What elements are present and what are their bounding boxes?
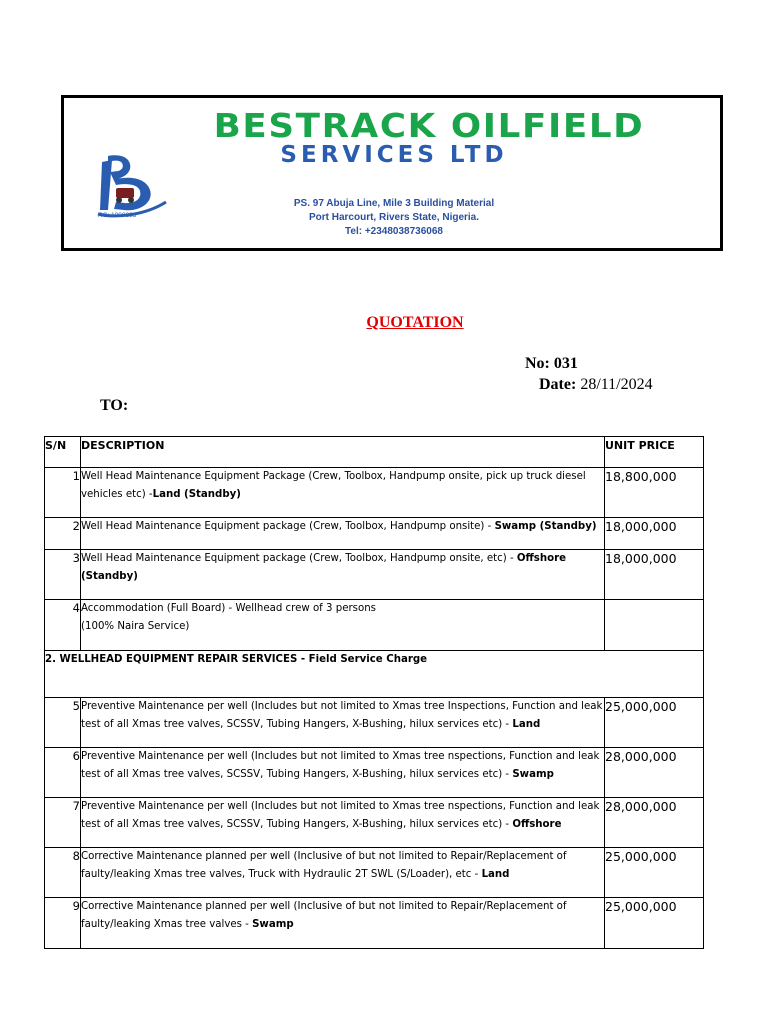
description-line: test of all Xmas tree valves, SCSSV, Tubing Hangers, X-Bushing, hilux services etc) - Offshore [81,818,562,830]
description-line: Preventive Maintenance per well (Includes but not limited to Xmas tree nspections, Function and leak [81,801,600,812]
row-unit-price: 25,000,000 [605,898,704,949]
row-sn: 4 [45,600,81,651]
row-sn: 8 [45,848,81,898]
description-line [81,568,604,586]
location-tag: Land (Standby) [152,488,241,500]
telephone: Tel: +2348038736068 [345,226,443,237]
sn-header: S/N [45,437,81,468]
company-name-suffix: SERVICES LTD [280,142,508,168]
description-line: Corrective Maintenance planned per well (Inclusive of but not limited to Repair/Replacement of [81,851,567,862]
table-row [45,748,704,798]
row-sn: 5 [45,698,81,748]
row-sn: 9 [45,898,81,949]
address-line: PS. 97 Abuja Line, Mile 3 Building Material [293,198,495,209]
description-line: Well Head Maintenance Equipment Package (Crew, Toolbox, Handpump onsite, pick up truck diesel [81,471,586,482]
row-description [81,550,605,600]
description-line: vehicles etc) -Land (Standby) [81,488,241,500]
row-unit-price [605,600,704,651]
section-heading: 2. WELLHEAD EQUIPMENT REPAIR SERVICES - Field Service Charge [45,651,704,698]
row-description [81,698,605,748]
description-line: Preventive Maintenance per well (Includes but not limited to Xmas tree nspections, Function and leak [81,751,600,762]
table-header-row [45,437,704,468]
table-row [45,518,704,550]
description-line: test of all Xmas tree valves, SCSSV, Tubing Hangers, X-Bushing, hilux services etc) - Swamp [81,768,554,780]
table-row [45,468,704,518]
row-description [81,848,605,898]
row-unit-price: 18,000,000 [605,550,704,600]
description-line: faulty/leaking Xmas tree valves - Swamp [81,918,294,930]
row-sn: 3 [45,550,81,600]
description-line: test of all Xmas tree valves, SCSSV, Tubing Hangers, X-Bushing, hilux services etc) - Land [81,718,541,730]
location-tag: Land [512,718,541,730]
row-sn: 7 [45,798,81,848]
table-row [45,600,704,651]
document-title: QUOTATION [366,314,464,331]
table-row [45,798,704,848]
recipient-label: TO: [100,397,129,414]
quotation-number [525,355,578,373]
location-tag: (Standby) [81,570,138,582]
row-unit-price: 28,000,000 [605,748,704,798]
row-unit-price: 25,000,000 [605,848,704,898]
description-line: Well Head Maintenance Equipment package (Crew, Toolbox, Handpump onsite, etc) - Offshore [81,553,567,564]
table-row [45,698,704,748]
location-tag: Land [481,868,510,880]
row-description [81,518,605,550]
rc-number: RC: 1090883 [98,212,137,219]
description-line: Well Head Maintenance Equipment package (Crew, Toolbox, Handpump onsite) - Swamp (Standby) [81,521,597,532]
location-tag: Offshore [516,553,567,564]
row-description [81,798,605,848]
row-description [81,468,605,518]
row-description [81,600,605,651]
location-tag: Swamp (Standby) [494,521,597,532]
table-row [45,898,704,949]
section-row [45,651,704,698]
quotation-table [44,436,704,949]
location-tag: Offshore [512,818,562,830]
description-line: faulty/leaking Xmas tree valves, Truck with Hydraulic 2T SWL (S/Loader), etc - Land [81,868,510,880]
row-description [81,748,605,798]
date-label: Date: [539,376,577,393]
letterhead [61,95,723,251]
row-description [81,898,605,949]
quotation-date [539,376,653,394]
row-unit-price: 25,000,000 [605,698,704,748]
company-name: BESTRACK OILFIELD [213,106,645,145]
description-header: DESCRIPTION [81,437,605,468]
row-unit-price: 18,800,000 [605,468,704,518]
row-sn: 1 [45,468,81,518]
company-address [254,197,534,239]
description-line: Accommodation (Full Board) - Wellhead crew of 3 persons [81,603,376,614]
row-unit-price: 28,000,000 [605,798,704,848]
table-row [45,848,704,898]
table-row [45,550,704,600]
location-tag: Swamp [252,918,294,930]
number-value: 031 [553,355,578,372]
row-sn: 6 [45,748,81,798]
date-value: 28/11/2024 [580,376,653,393]
row-sn: 2 [45,518,81,550]
address-line: Port Harcourt, Rivers State, Nigeria. [308,212,480,223]
location-tag: Swamp [512,768,554,780]
row-unit-price: 18,000,000 [605,518,704,550]
unit-price-header: UNIT PRICE [605,437,704,468]
number-label: No: [525,355,550,372]
description-line: Preventive Maintenance per well (Includes but not limited to Xmas tree Inspections, Function and leak [81,701,603,712]
description-line: (100% Naira Service) [81,620,190,632]
description-line: Corrective Maintenance planned per well (Inclusive of but not limited to Repair/Replacement of [81,901,567,912]
